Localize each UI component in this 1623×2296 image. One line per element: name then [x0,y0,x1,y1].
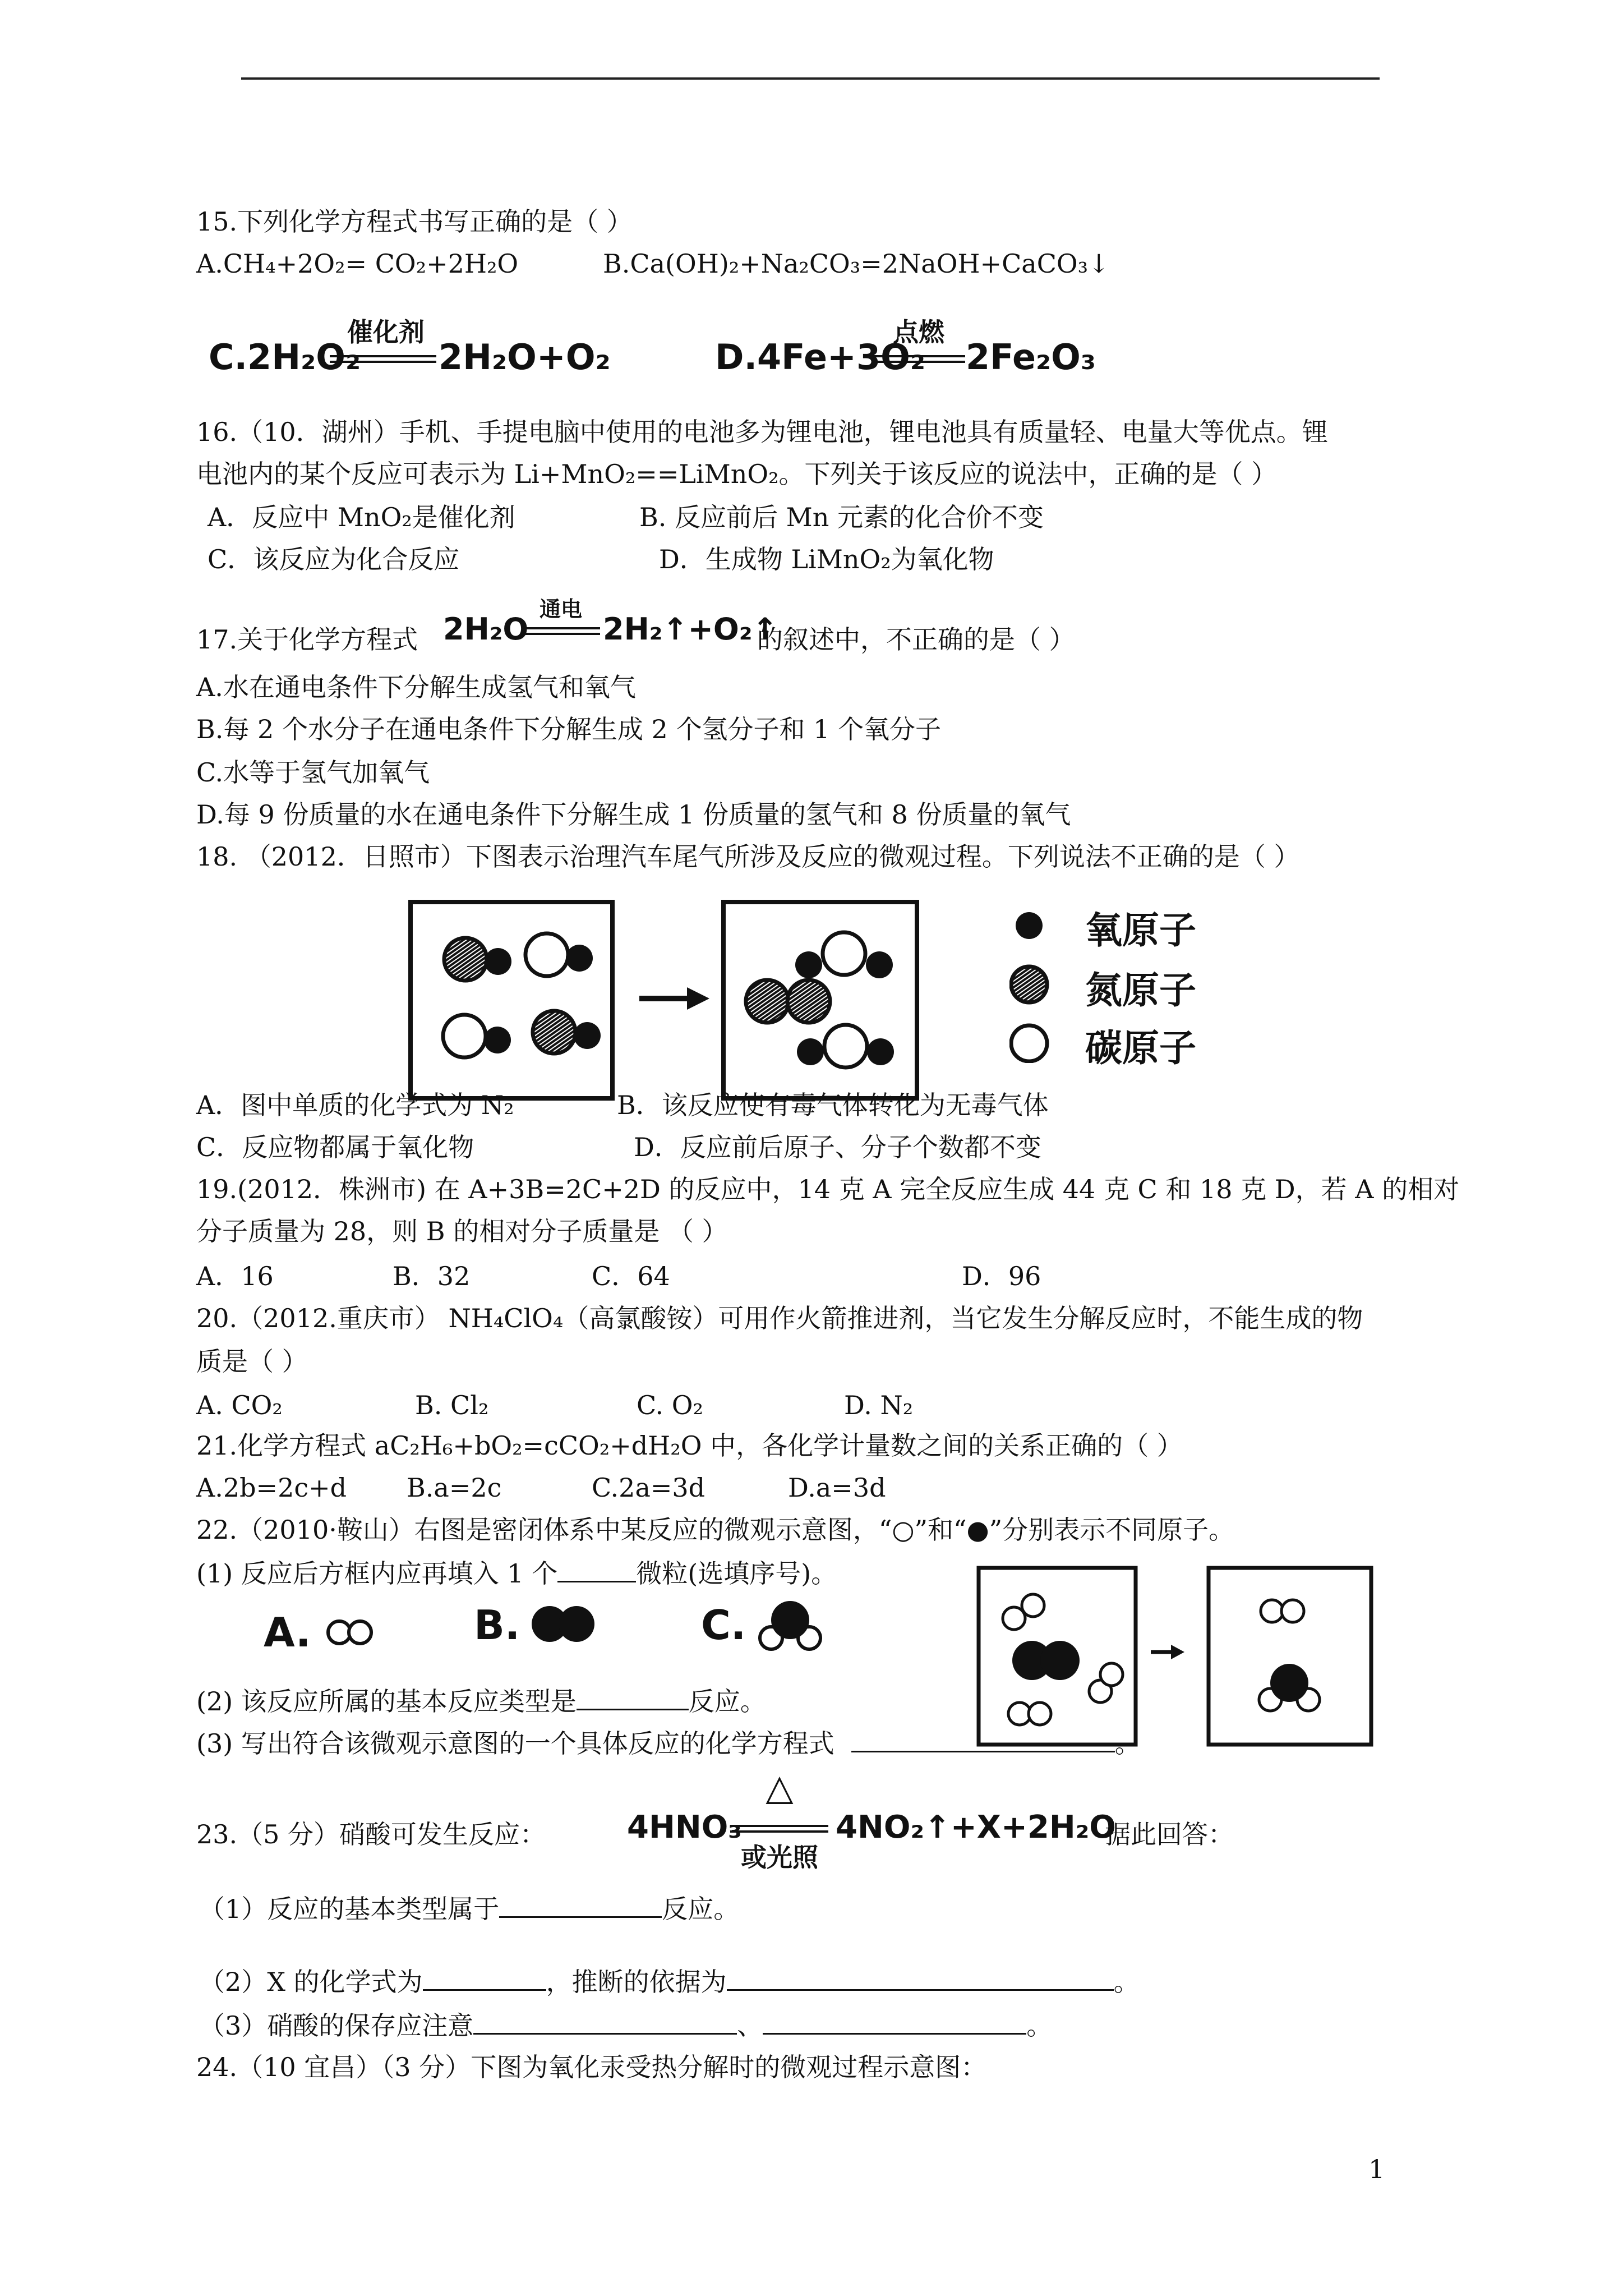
q21-option-a: A.2b=2c+d [196,1473,347,1503]
q19-stem-line1: 19.(2012．株洲市) 在 A+3B=2C+2D 的反应中，14 克 A 完全反应生成 44 克 C 和 18 克 D，若 A 的相对 [196,1174,1460,1204]
q16-option-d: D．生成物 LiMnO₂为氧化物 [659,544,994,574]
q22-part2-prefix: (2) 该反应所属的基本反应类型是 [196,1686,577,1717]
q17-equation-condition: 通电 [539,597,582,622]
q15-option-d-condition: 点燃 [893,317,944,347]
q17-option-d: D.每 9 份质量的水在通电条件下分解生成 1 份质量的氢气和 8 份质量的氧气 [196,799,1071,830]
q17-prefix: 17.关于化学方程式 [196,624,418,655]
legend-oxygen-symbol [1016,912,1043,939]
q22-part2-suffix: 反应。 [688,1686,766,1717]
q19-stem-line2: 分子质量为 28，则 B 的相对分子质量是 （ ） [196,1216,728,1246]
q20-stem-line1: 20.（2012.重庆市） NH₄ClO₄（高氯酸铵）可用作火箭推进剂，当它发生分解反应时，不能生成的物 [196,1303,1363,1333]
q22-part3-prefix: (3) 写出符合该微观示意图的一个具体反应的化学方程式 [196,1728,834,1759]
q15-stem: 15.下列化学方程式书写正确的是（ ） [196,206,633,237]
q23-condition-top: △ [766,1767,794,1809]
q23-equation-equals [730,1825,828,1833]
q23-part2-suffix: 。 [1113,1967,1140,1997]
q15-option-d-equals [873,355,965,363]
q18-no-molecule2-o [574,1022,601,1049]
q19-option-d: D．96 [962,1261,1041,1291]
q20-stem-line2: 质是（ ） [196,1346,308,1377]
q23-part1-suffix: 反应。 [662,1894,740,1924]
q22-part2-blank[interactable] [577,1683,689,1710]
q15-option-d-left: D.4Fe+3O₂ [715,337,925,378]
q20-option-a: A. CO₂ [196,1390,283,1420]
q18-co-molecule2-o [484,1027,511,1053]
q15-option-b: B.Ca(OH)₂+Na₂CO₃=2NaOH+CaCO₃↓ [603,249,1110,279]
q22-part1 [196,1555,837,1590]
q23-part3-blank1[interactable] [473,2007,737,2035]
q15-option-d-right: 2Fe₂O₃ [966,337,1096,378]
q23-part3-blank2[interactable] [763,2007,1026,2035]
legend-carbon-symbol [1011,1025,1047,1061]
q21-option-d: D.a=3d [788,1473,886,1503]
q23-prefix: 23.（5 分）硝酸可发生反应： [196,1819,546,1849]
q20-option-d: D. N₂ [844,1390,914,1420]
q17-equation-left: 2H₂O [443,611,529,647]
q23-part2-prefix: （2）X 的化学式为 [199,1967,423,1997]
q23-part1-prefix: （1）反应的基本类型属于 [199,1894,500,1924]
q22-choice-c-label: C. [701,1602,746,1649]
q18-no-molecule2-n [533,1011,575,1053]
q23-part2 [199,1963,1140,1999]
q23-equation-left: 4HNO₃ [627,1809,742,1846]
q23-condition-bottom: 或光照 [741,1842,818,1872]
q22-choice-a-label: A. [264,1609,311,1656]
q18-no-molecule-o [485,948,511,975]
q15-option-c-right: 2H₂O+O₂ [439,337,611,378]
q21-option-c: C.2a=3d [592,1473,706,1503]
q22-choice-b-molecule [527,1602,600,1646]
q17-equation-right: 2H₂↑+O₂↑ [603,611,778,647]
q18-stem: 18. （2012．日照市）下图表示治理汽车尾气所涉及反应的微观过程。下列说法不正确的是（ ） [196,841,1300,872]
legend-nitrogen-label: 氮原子 [1085,969,1196,1012]
q23-part2-blank2[interactable] [727,1963,1114,1991]
q18-n2-atom1 [746,980,789,1023]
q23-part1-blank[interactable] [499,1890,662,1918]
q23-part2-middle: ，推断的依据为 [546,1967,727,1997]
q23-equation-right: 4NO₂↑+X+2H₂O [836,1809,1116,1846]
q18-co-molecule-o [566,945,593,972]
q17-option-b: B.每 2 个水分子在通电条件下分解生成 2 个氢分子和 1 个氧分子 [196,714,941,744]
q16-option-c: C．该反应为化合反应 [208,544,460,574]
q22-part3-suffix: 。 [1114,1728,1141,1759]
q18-legend-symbols [1009,906,1054,1063]
q20-option-c: C. O₂ [637,1390,703,1420]
q22-choice-b-label: B. [474,1602,520,1649]
page-number: 1 [1368,2154,1385,2184]
q23-part2-blank1[interactable] [423,1963,546,1991]
q22-part1-prefix: (1) 反应后方框内应再填入 1 个 [196,1558,558,1589]
q22-choice-c-molecule [754,1593,827,1655]
q21-option-b: B.a=2c [407,1473,502,1503]
q22-part2 [196,1683,766,1718]
legend-nitrogen-symbol [1011,967,1047,1002]
q18-option-d: D．反应前后原子、分子个数都不变 [634,1132,1041,1162]
q16-stem-line1: 16.（10．湖州）手机、手提电脑中使用的电池多为锂电池，锂电池具有质量轻、电量大等优点。锂 [196,417,1328,447]
q16-option-a: A．反应中 MnO₂是催化剂 [208,502,515,532]
q18-co-molecule2-c [443,1015,486,1057]
q18-option-a: A．图中单质的化学式为 N₂ [196,1090,514,1120]
q15-option-a: A.CH₄+2O₂= CO₂+2H₂O [196,249,519,279]
q22-reaction-diagram [976,1565,1374,1750]
q18-co-molecule-c [525,933,568,976]
legend-oxygen-label: 氧原子 [1085,909,1196,952]
q16-option-b: B. 反应前后 Mn 元素的化合价不变 [639,502,1044,532]
q22-part3 [196,1725,1141,1760]
q15-option-c-condition: 催化剂 [347,317,425,347]
q22-after-box [1209,1568,1371,1745]
q18-no-molecule-n [444,938,487,981]
q18-option-b: B．该反应使有毒气体转化为无毒气体 [617,1090,1049,1120]
header-rule [241,77,1380,80]
q24-stem: 24.（10 宜昌）（3 分）下图为氧化汞受热分解时的微观过程示意图： [196,2052,987,2082]
q19-option-b: B．32 [393,1261,471,1291]
q23-part3-middle: 、 [737,2010,763,2041]
q15-option-c-equals [330,355,436,363]
legend-carbon-label: 碳原子 [1085,1027,1196,1070]
q19-option-c: C．64 [592,1261,670,1291]
q17-option-a: A.水在通电条件下分解生成氢气和氧气 [196,672,636,702]
q18-option-c: C．反应物都属于氧化物 [196,1132,474,1162]
q18-micro-diagram [404,898,965,1111]
q23-part1 [199,1890,739,1926]
q22-stem: 22.（2010·鞍山）右图是密闭体系中某反应的微观示意图，“○”和“●”分别表示不同原子。 [196,1515,1235,1545]
q19-option-a: A．16 [196,1261,274,1291]
q20-option-b: B. Cl₂ [415,1390,489,1420]
q23-part3 [199,2007,1052,2042]
q22-part1-suffix: 微粒(选填序号)。 [636,1558,837,1589]
q17-suffix: 的叙述中，不正确的是（ ） [757,624,1075,655]
q23-part3-prefix: （3）硝酸的保存应注意 [199,2010,474,2041]
q15-option-c-left: C.2H₂O₂ [209,337,361,378]
q18-before-box [411,902,612,1098]
q16-stem-line2: 电池内的某个反应可表示为 Li+MnO₂==LiMnO₂。下列关于该反应的说法中，正确的是（ ） [196,459,1278,489]
q17-equation-equals [522,627,600,635]
q22-choice-a-molecule [325,1616,376,1649]
q23-part3-suffix: 。 [1026,2010,1053,2041]
q21-stem: 21.化学方程式 aC₂H₆+bO₂=cCO₂+dH₂O 中，各化学计量数之间的关系正确的（ ） [196,1430,1183,1461]
q17-option-c: C.水等于氢气加氧气 [196,757,430,788]
q22-part3-blank[interactable] [851,1725,1115,1752]
q18-n2-atom2 [787,980,830,1023]
q23-suffix: 据此回答： [1105,1819,1234,1849]
q22-part1-blank[interactable] [557,1555,636,1582]
